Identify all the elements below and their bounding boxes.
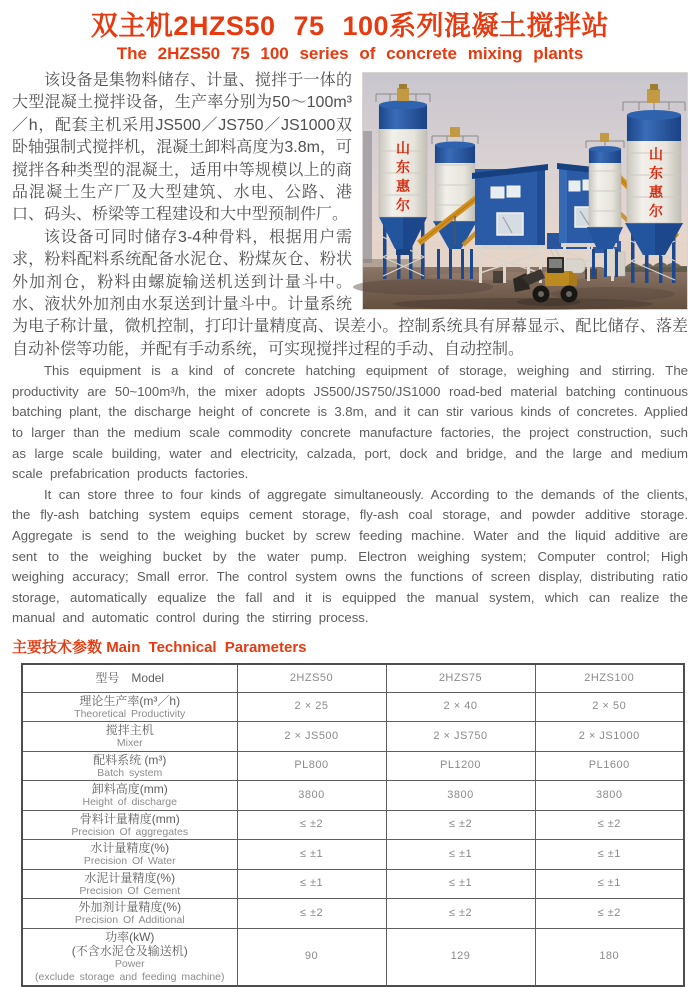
value-cell: 2HZS50 (237, 664, 386, 692)
table-row (22, 692, 684, 722)
table-header-row (22, 664, 684, 692)
value-cell: 3800 (535, 781, 684, 811)
value-cell: PL1600 (535, 751, 684, 781)
plant-photo (362, 72, 688, 310)
param-label-cell: 理论生产率(m³／h) Theoretical Productivity (22, 692, 237, 722)
table-row (22, 781, 684, 811)
section-title-zh: 主要技术参数 (12, 639, 103, 656)
value-cell: 129 (386, 928, 535, 986)
cement-silo-left-front (376, 84, 430, 279)
param-label-cell: 功率(kW) (不含水泥仓及输送机) Power (exclude storage and feeding machine) (22, 928, 237, 986)
table-row (22, 751, 684, 781)
value-cell: ≤ ±1 (535, 869, 684, 899)
params-table (21, 663, 685, 987)
param-label-cell: 搅拌主机 Mixer (22, 722, 237, 752)
value-cell: 2 × JS750 (386, 722, 535, 752)
value-cell: PL800 (237, 751, 386, 781)
silo-brand-char: 尔 (396, 197, 410, 213)
value-cell: ≤ ±1 (237, 840, 386, 870)
value-cell: 2 × 40 (386, 692, 535, 722)
value-cell: 2 × JS1000 (535, 722, 684, 752)
value-cell: 2 × JS500 (237, 722, 386, 752)
silo-brand-char: 惠 (396, 178, 410, 194)
param-label-cell: 骨料计量精度(mm) Precision Of aggregates (22, 810, 237, 840)
plant-photo-illustration (363, 73, 687, 309)
page-subtitle: The 2HZS50 75 100 series of concrete mixing plants (116, 44, 584, 63)
value-cell: 2HZS75 (386, 664, 535, 692)
param-label-cell: 配料系统 (m³) Batch system (22, 751, 237, 781)
param-label-cell: 水泥计量精度(%) Precision Of Cement (22, 869, 237, 899)
value-cell: ≤ ±1 (237, 869, 386, 899)
table-row (22, 722, 684, 752)
value-cell: 90 (237, 928, 386, 986)
intro-paragraph-en-1: This equipment is a kind of concrete hatching equipment of storage, weighing and stirring. The productivity are 50~100m³/h, the mixer adopts JS500/JS750/JS1000 road-bed material batching continuous batching plant, the discharge height of concrete is 3.8m, and it can stir various kinds of concretes. Applied to larger than the medium scale commodity concrete manufacture factories, the project construction, such as large scale building, water and electricity, calzada, port, dock and bridge, and the large and medium scale prefabrication products factories. (12, 363, 688, 482)
value-cell: ≤ ±2 (535, 810, 684, 840)
value-cell: PL1200 (386, 751, 535, 781)
table-row (22, 899, 684, 929)
silo-brand-char: 东 (649, 165, 663, 181)
value-cell: 180 (535, 928, 684, 986)
params-table-body (22, 692, 684, 986)
intro-paragraph-zh-2: 该设备可同时储存3-4种骨料，根据用户需求，粉料配料系统配备水泥仓、粉煤灰仓、粉状外加剂仓，粉料由螺旋输送机送到计量斗中。水、液状外加剂由水泵送到计量斗中。计量系统为电子称计量，微机控制，打印计量精度高、误差小。控制系统具有屏幕显示、配比储存、落差自动补偿等功能，并配有手动系统，可实现搅拌过程的手动、自动控制。 (12, 228, 688, 358)
value-cell: 2 × 25 (237, 692, 386, 722)
value-cell: 2HZS100 (535, 664, 684, 692)
intro-section (0, 68, 700, 629)
silo-brand-char: 尔 (649, 203, 663, 219)
value-cell: ≤ ±1 (386, 869, 535, 899)
value-cell: ≤ ±2 (237, 810, 386, 840)
table-row (22, 869, 684, 899)
section-title-en: Main Technical Parameters (106, 639, 307, 656)
table-row (22, 928, 684, 986)
table-row (22, 810, 684, 840)
document-page (0, 10, 700, 983)
silo-brand-char: 惠 (649, 184, 663, 200)
silo-brand-char: 山 (649, 146, 663, 162)
value-cell: 3800 (237, 781, 386, 811)
value-cell: ≤ ±2 (535, 899, 684, 929)
value-cell: ≤ ±2 (237, 899, 386, 929)
intro-paragraph-en-2: It can store three to four kinds of aggregate simultaneously. According to the demands of the clients, the fly-ash batching system equips cement storage, fly-ash coal storage, and powder additive storage. Aggregate is send to the weighing bucket by screw feeding machine. Water and the liquid additive are sent to the weighing bucket by the water pump. Electron weighing system; Computer control; High weighing accuracy; Small error. The control system owns the functions of screen display, distributing ratio storage, automatically equalize the fall and it is equipped the manual system, which can realize the manual and automatic control during the stirring process. (12, 486, 688, 626)
model-label-cell: 型号 Model (22, 664, 237, 692)
value-cell: ≤ ±1 (535, 840, 684, 870)
value-cell: 3800 (386, 781, 535, 811)
silo-brand-char: 山 (396, 140, 410, 156)
table-row (22, 840, 684, 870)
intro-paragraph-zh-1: 该设备是集物料储存、计量、搅拌于一体的大型混凝土搅拌设备，生产率分别为50～100m³／h，配套主机采用JS500／JS750／JS1000双卧轴强制式搅拌机，混凝土卸料高度为3.8m，可搅拌各种类型的混凝土，适用中等规模以上的商品混凝土生产厂及大型建筑、水电、公路、港口、码头、桥梁等工程建设和大中型预制件厂。 (12, 72, 352, 224)
value-cell: ≤ ±2 (386, 810, 535, 840)
params-table-head (22, 664, 684, 692)
value-cell: ≤ ±1 (386, 840, 535, 870)
page-title: 双主机2HZS50 75 100系列混凝土搅拌站 (90, 11, 610, 41)
value-cell: 2 × 50 (535, 692, 684, 722)
param-label-cell: 卸料高度(mm) Height of discharge (22, 781, 237, 811)
param-label-cell: 外加剂计量精度(%) Precision Of Additional (22, 899, 237, 929)
param-label-cell: 水计量精度(%) Precision Of Water (22, 840, 237, 870)
silo-brand-char: 东 (396, 159, 410, 175)
section-title (0, 636, 700, 657)
value-cell: ≤ ±2 (386, 899, 535, 929)
